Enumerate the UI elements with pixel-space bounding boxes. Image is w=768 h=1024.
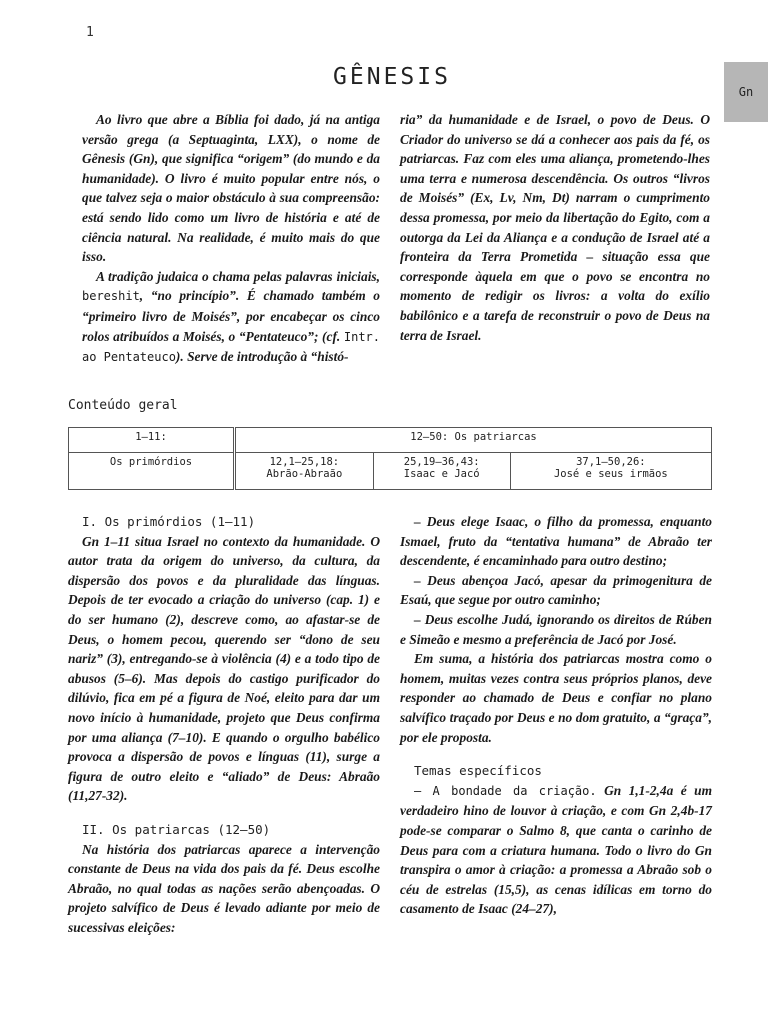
overview-cell-line: Os primórdios [109,456,193,468]
intro-paragraph-3: ria” da humanidade e de Israel, o povo de Deus. O Criador do universo se dá a conhecer aos pais da fé, os patriarcas. Faz com eles uma aliança, prometendo-lhes uma terra e numerosa descendência. Os outros “livros de Moisés” (Ex, Lv, Nm, Dt) narram o cumprimento dessa promessa, por meio da libertação do Egito, com a outorga da Lei da Aliança e a condução de Israel até a fronteira da Terra Prometida – situação essa que corresponde àquela em que o povo se encontra no momento de redigir os livros: a volta do exílio babilônico e a tarefa de reconstruir o povo de Deus na terra de Israel. [400,112,710,343]
overview-cell [69,453,235,490]
election-item-1: – Deus elege Isaac, o filho da promessa, enquanto Ismael, fruto da “tentativa humana” de Abraão ter descendente, é encaminhado para outro destino; [400,514,712,569]
intro-text: , “no princípio”. É chamado também o “primeiro livro de Moisés”, por encabeçar os cinco rolos atribuídos a Moisés, o “Pentateuco”; (cf. [82,288,380,344]
election-item-3: – Deus escolhe Judá, ignorando os direitos de Rúben e Simeão e mesmo a preferência de Jacó por José. [400,611,712,647]
overview-cell-line: Abrão-Abraão [266,468,343,480]
book-tab-label: Gn [738,85,754,99]
overview-heading: Conteúdo geral [68,398,178,413]
overview-row-detail [69,453,712,490]
cross-reference: Intr. ao Pentateuco [82,329,380,365]
summary-paragraph: Em suma, a história dos patriarcas mostra como o homem, muitas vezes contra seus próprios planos, deve responder ao chamado de Deus e confiar no plano salvífico traçado por Deus e no dom gratuito, a “graça”, por ele proposta. [400,651,712,745]
theme-1-paragraph [400,781,712,919]
intro-text: A tradição judaica o chama pelas palavras iniciais, [96,268,380,284]
lower-right-column [400,512,712,919]
intro-left-column [82,110,380,368]
section-2-heading: II. Os patriarcas (12–50) [82,821,271,837]
section-1-body: Gn 1–11 situa Israel no contexto da humanidade. O autor trata da origem do universo, da cultura, da dispersão dos povos e da pluralidade das línguas. Depois de ter evocado a criação do universo (cap. 1) e do ser humano (2), descreve como, ao afastar-se de Deus, o homem pecou, querendo ser “dono de seu nariz” (3), entregando-se à violência (4) e a todo tipo de abusos (5–6). Mas depois do castigo purificador do dilúvio, fica em pé a figura de Noé, eleito para dar um novo início à humanidade, projeto que Deus confirma por uma aliança (7–10). E quando o orgulho babélico provoca a dispersão de povos e línguas (11), surge a figura de outro eleito e “aliado” de Deus: Abraão (11,27-32). [68,533,380,804]
lower-left-column [68,512,380,937]
section-2-body: Na história dos patriarcas aparece a intervenção constante de Deus na vida dos pais da fé. Deus escolhe Abraão, no qual todas as nações serão abençoadas. O projeto salvífico de Deus é levado adiante por meio de sucessivas eleições: [68,841,380,935]
book-title: GÊNESIS [333,64,451,90]
theme-1-label: – A bondade da criação. [414,783,597,798]
overview-cell-line: 37,1–50,26: [576,456,646,468]
section-1-heading: I. Os primórdios (1–11) [82,514,256,529]
overview-cell: 1–11: [69,428,235,453]
overview-cell-line: 25,19–36,43: [403,456,480,468]
overview-cell [235,453,374,490]
intro-paragraph-1: Ao livro que abre a Bíblia foi dado, já na antiga versão grega (a Septuaginta, LXX), o nome de Gênesis (Gn), que significa “origem” (do mundo e da humanidade). O livro é muito popular entre nós, o que talvez seja o maior obstáculo à sua compreensão: está sendo lido como um livro de história e até de ciência natural. Na realidade, é muito mais do que isso. [82,112,380,265]
intro-paragraph-2 [82,267,380,368]
overview-row-header [69,428,712,453]
hebrew-term: bereshit [82,289,140,304]
overview-table [68,427,712,490]
intro-right-column [400,110,710,345]
page-number: 1 [86,25,94,40]
themes-heading: Temas específicos [414,763,542,779]
overview-cell-line: José e seus irmãos [553,468,668,480]
election-item-2: – Deus abençoa Jacó, apesar da primogenitura de Esaú, que segue por outro caminho; [400,572,712,608]
overview-cell [510,453,711,490]
overview-cell [373,453,510,490]
overview-cell-line: 12,1–25,18: [269,456,340,468]
overview-cell-line: Isaac e Jacó [403,468,480,480]
intro-text: ). Serve de introdução à “histó- [175,349,349,365]
theme-1-body: Gn 1,1-2,4a é um verdadeiro hino de louvor à criação, e com Gn 2,4b-17 pode-se comparar o Salmo 8, que canta o carinho de Deus para com a criatura humana. Todo o livro do Gn transpira o amor à criação: a promessa a Abraão sob o céu de estrelas (15,5), as cenas idílicas em torno do casamento de Isaac (24–27), [400,782,712,917]
overview-cell: 12–50: Os patriarcas [235,428,712,453]
